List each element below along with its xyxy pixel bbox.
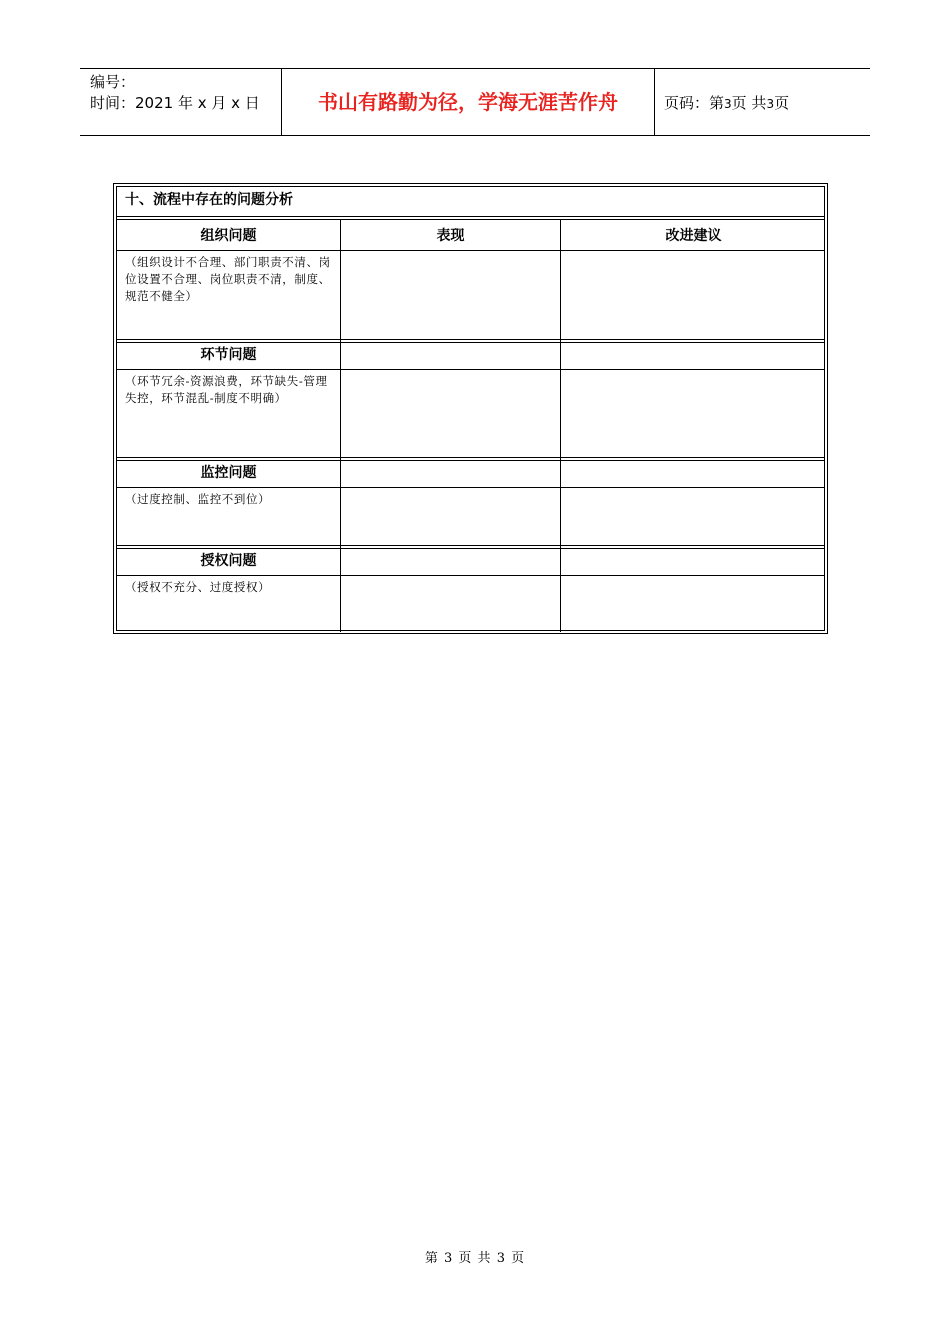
table-inner-frame (116, 186, 825, 631)
document-number-label: 编号： (90, 73, 136, 91)
column-header-manifestation: 表现 (436, 228, 465, 244)
section-description: （授权不充分、过度授权） (125, 580, 271, 594)
column-divider (560, 219, 561, 632)
problem-analysis-table (113, 183, 828, 634)
row-divider (117, 216, 824, 217)
page-mid: 页 共 (731, 94, 767, 112)
header-divider (654, 69, 655, 135)
page-prefix: 页码：第 (664, 94, 725, 112)
section-heading: 监控问题 (200, 465, 257, 481)
table-title: 十、流程中存在的问题分析 (125, 192, 293, 208)
header-motto: 书山有路勤为径，学海无涯苦作舟 (318, 90, 618, 114)
column-header-category: 组织问题 (200, 228, 257, 244)
row-divider (117, 460, 824, 461)
page-header (80, 68, 870, 136)
row-divider (117, 457, 824, 458)
document-time-label: 时间：2021 年 x 月 x 日 (90, 94, 260, 112)
row-divider (117, 219, 824, 220)
row-divider (117, 342, 824, 343)
row-divider (117, 339, 824, 340)
section-description: （环节冗余-资源浪费，环节缺失-管理失控，环节混乱-制度不明确） (125, 374, 328, 405)
row-divider (117, 545, 824, 546)
section-description: （组织设计不合理、部门职责不清、岗位设置不合理、岗位职责不清，制度、规范不健全） (125, 255, 331, 303)
section-heading: 授权问题 (200, 553, 257, 569)
section-heading: 环节问题 (200, 347, 257, 363)
page-current: 3 (724, 97, 732, 111)
row-divider (117, 548, 824, 549)
header-page-indicator (664, 69, 789, 135)
page-total: 3 (766, 97, 775, 111)
column-divider (340, 219, 341, 632)
page-suffix: 页 (774, 94, 790, 112)
section-description: （过度控制、监控不到位） (125, 492, 271, 506)
column-header-suggestion: 改进建议 (665, 228, 722, 244)
header-meta (90, 72, 280, 114)
page-footer: 第 3 页 共 3 页 (424, 1251, 526, 1266)
